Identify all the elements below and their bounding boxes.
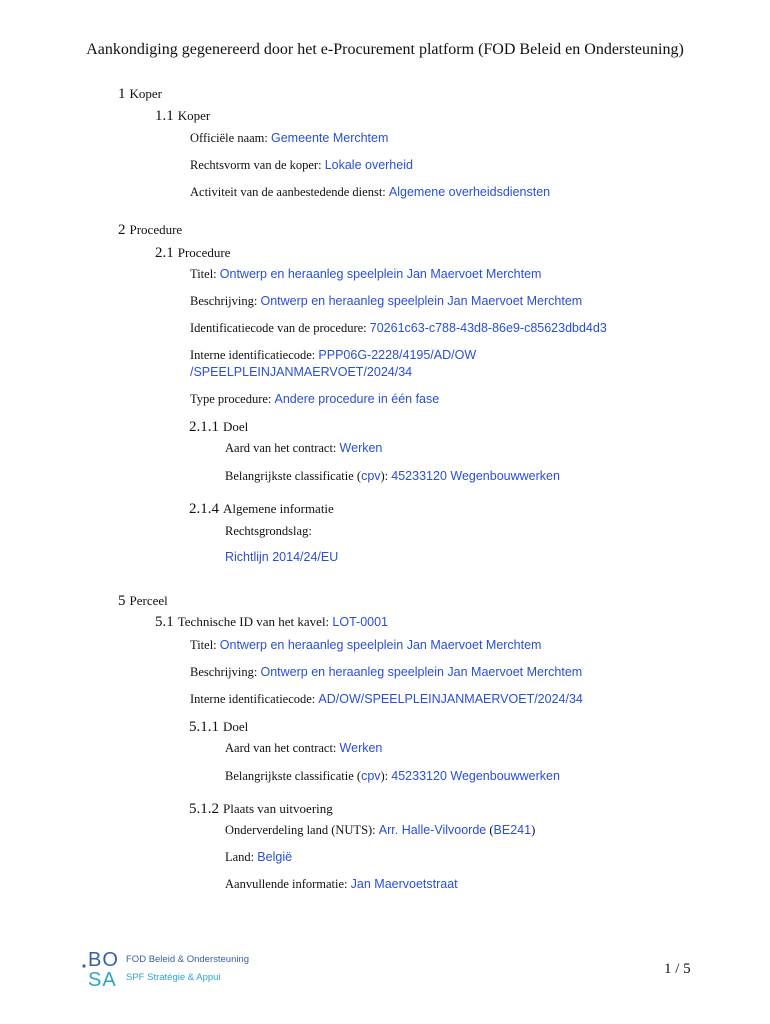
field-value: Werken bbox=[339, 741, 383, 755]
section-1-heading bbox=[118, 86, 162, 103]
field-nuts bbox=[225, 822, 535, 839]
field-label: Rechtsgrondslag: bbox=[225, 524, 312, 538]
field-label: Aanvullende informatie: bbox=[225, 877, 348, 891]
field-label: Identificatiecode van de procedure: bbox=[190, 321, 367, 335]
field-label: Titel: bbox=[190, 638, 217, 652]
section-title: Perceel bbox=[129, 593, 168, 608]
cpv-label: cpv bbox=[361, 769, 381, 783]
field-aard-contract bbox=[225, 440, 382, 457]
field-titel bbox=[190, 637, 541, 654]
field-value: PPP06G-2228/4195/AD/OW bbox=[318, 348, 477, 362]
field-interne-identificatiecode bbox=[190, 691, 583, 708]
paren-close: ) bbox=[531, 823, 536, 837]
page-header: Aankondiging gegenereerd door het e-Procurement platform (FOD Beleid en Ondersteuning) bbox=[86, 41, 684, 58]
section-title: Koper bbox=[129, 86, 162, 101]
field-value: Jan Maervoetstraat bbox=[350, 877, 458, 891]
field-land bbox=[225, 849, 292, 866]
field-label-close: ): bbox=[380, 469, 389, 483]
logo-line-2: SPF Stratégie & Appui bbox=[126, 972, 221, 983]
field-label: Activiteit van de aanbestedende dienst: bbox=[190, 185, 386, 199]
section-title: Koper bbox=[177, 108, 211, 123]
section-title: Doel bbox=[223, 419, 249, 434]
field-label: Interne identificatiecode: bbox=[190, 348, 316, 362]
section-title: Procedure bbox=[129, 222, 183, 237]
section-number: 2.1 bbox=[155, 245, 174, 261]
field-label: Rechtsvorm van de koper: bbox=[190, 158, 322, 172]
section-number: 5.1.1 bbox=[189, 719, 219, 735]
field-beschrijving bbox=[190, 293, 582, 310]
field-value: Ontwerp en heraanleg speelplein Jan Maervoet Merchtem bbox=[260, 294, 583, 308]
field-titel bbox=[190, 266, 541, 283]
field-label: Type procedure: bbox=[190, 392, 272, 406]
bosa-logo bbox=[82, 948, 282, 990]
field-value: Lokale overheid bbox=[324, 158, 413, 172]
field-classificatie bbox=[225, 768, 560, 785]
section-number: 5.1.2 bbox=[189, 801, 219, 817]
logo-top-text: BO bbox=[88, 949, 119, 971]
field-activiteit bbox=[190, 184, 550, 201]
logo-bottom-text: SA bbox=[88, 969, 117, 990]
section-number: 2.1.1 bbox=[189, 419, 219, 435]
paren-open: ( bbox=[489, 823, 494, 837]
field-value: Gemeente Merchtem bbox=[270, 131, 389, 145]
field-beschrijving bbox=[190, 664, 582, 681]
logo-line-1: FOD Beleid & Ondersteuning bbox=[126, 954, 250, 965]
cpv-label: cpv bbox=[361, 469, 381, 483]
section-title: Plaats van uitvoering bbox=[223, 801, 333, 816]
section-title: Algemene informatie bbox=[223, 501, 334, 516]
field-label: Aard van het contract: bbox=[225, 741, 337, 755]
section-number: 1.1 bbox=[155, 108, 174, 124]
field-value: Ontwerp en heraanleg speelplein Jan Maervoet Merchtem bbox=[219, 638, 542, 652]
section-1-1-heading bbox=[155, 108, 210, 125]
field-label: Interne identificatiecode: bbox=[190, 692, 316, 706]
section-number: 5.1 bbox=[155, 614, 174, 630]
field-interne-identificatiecode-cont bbox=[190, 364, 412, 381]
section-title: Technische ID van het kavel: bbox=[177, 614, 330, 629]
field-value: /SPEELPLEINJANMAERVOET/2024/34 bbox=[190, 365, 413, 379]
section-5-heading bbox=[118, 593, 168, 610]
field-value: Ontwerp en heraanleg speelplein Jan Maervoet Merchtem bbox=[219, 267, 542, 281]
field-value: 45233120 Wegenbouwwerken bbox=[391, 769, 560, 783]
section-number: 5 bbox=[118, 593, 126, 609]
lot-id: LOT-0001 bbox=[332, 615, 389, 629]
field-label: Belangrijkste classificatie ( bbox=[225, 469, 362, 483]
field-label: Officiële naam: bbox=[190, 131, 268, 145]
section-5-1-2-heading bbox=[189, 801, 333, 818]
section-number: 2.1.4 bbox=[189, 501, 219, 517]
field-value: 45233120 Wegenbouwwerken bbox=[391, 469, 560, 483]
field-identificatiecode bbox=[190, 320, 607, 337]
field-type-procedure bbox=[190, 391, 439, 408]
section-number: 2 bbox=[118, 222, 126, 238]
field-classificatie bbox=[225, 468, 560, 485]
section-number: 1 bbox=[118, 86, 126, 102]
field-label: Beschrijving: bbox=[190, 665, 258, 679]
section-5-1-1-heading bbox=[189, 719, 248, 736]
bosa-logo-graphic bbox=[82, 948, 282, 990]
field-aard-contract bbox=[225, 740, 382, 757]
field-label: Aard van het contract: bbox=[225, 441, 337, 455]
field-value: Andere procedure in één fase bbox=[274, 392, 440, 406]
field-value: Richtlijn 2014/24/EU bbox=[225, 550, 339, 564]
field-value: Werken bbox=[339, 441, 383, 455]
field-value: Algemene overheidsdiensten bbox=[388, 185, 551, 199]
field-rechtsgrondslag-value bbox=[225, 549, 338, 566]
field-rechtsgrondslag bbox=[225, 523, 312, 540]
field-label: Land: bbox=[225, 850, 255, 864]
logo-dot bbox=[82, 964, 85, 967]
field-rechtsvorm bbox=[190, 157, 413, 174]
section-2-1-1-heading bbox=[189, 419, 248, 436]
section-title: Doel bbox=[223, 719, 249, 734]
section-2-heading bbox=[118, 222, 182, 239]
field-officiele-naam bbox=[190, 130, 388, 147]
section-2-1-4-heading bbox=[189, 501, 334, 518]
field-aanvullende-informatie bbox=[225, 876, 458, 893]
section-2-1-heading bbox=[155, 245, 230, 262]
field-value: AD/OW/SPEELPLEINJANMAERVOET/2024/34 bbox=[318, 692, 583, 706]
field-value: 70261c63-c788-43d8-86e9-c85623dbd4d3 bbox=[369, 321, 607, 335]
field-label: Belangrijkste classificatie ( bbox=[225, 769, 362, 783]
nuts-code: BE241 bbox=[493, 823, 532, 837]
field-label: Beschrijving: bbox=[190, 294, 258, 308]
section-title: Procedure bbox=[177, 245, 231, 260]
field-value: Ontwerp en heraanleg speelplein Jan Maervoet Merchtem bbox=[260, 665, 583, 679]
field-value: Arr. Halle-Vilvoorde bbox=[378, 823, 487, 837]
field-label: Titel: bbox=[190, 267, 217, 281]
field-value: België bbox=[257, 850, 293, 864]
section-5-1-heading bbox=[155, 614, 388, 631]
field-label: Onderverdeling land (NUTS): bbox=[225, 823, 376, 837]
field-interne-identificatiecode bbox=[190, 347, 476, 364]
field-label-close: ): bbox=[380, 769, 389, 783]
page-number: 1 / 5 bbox=[664, 961, 691, 977]
